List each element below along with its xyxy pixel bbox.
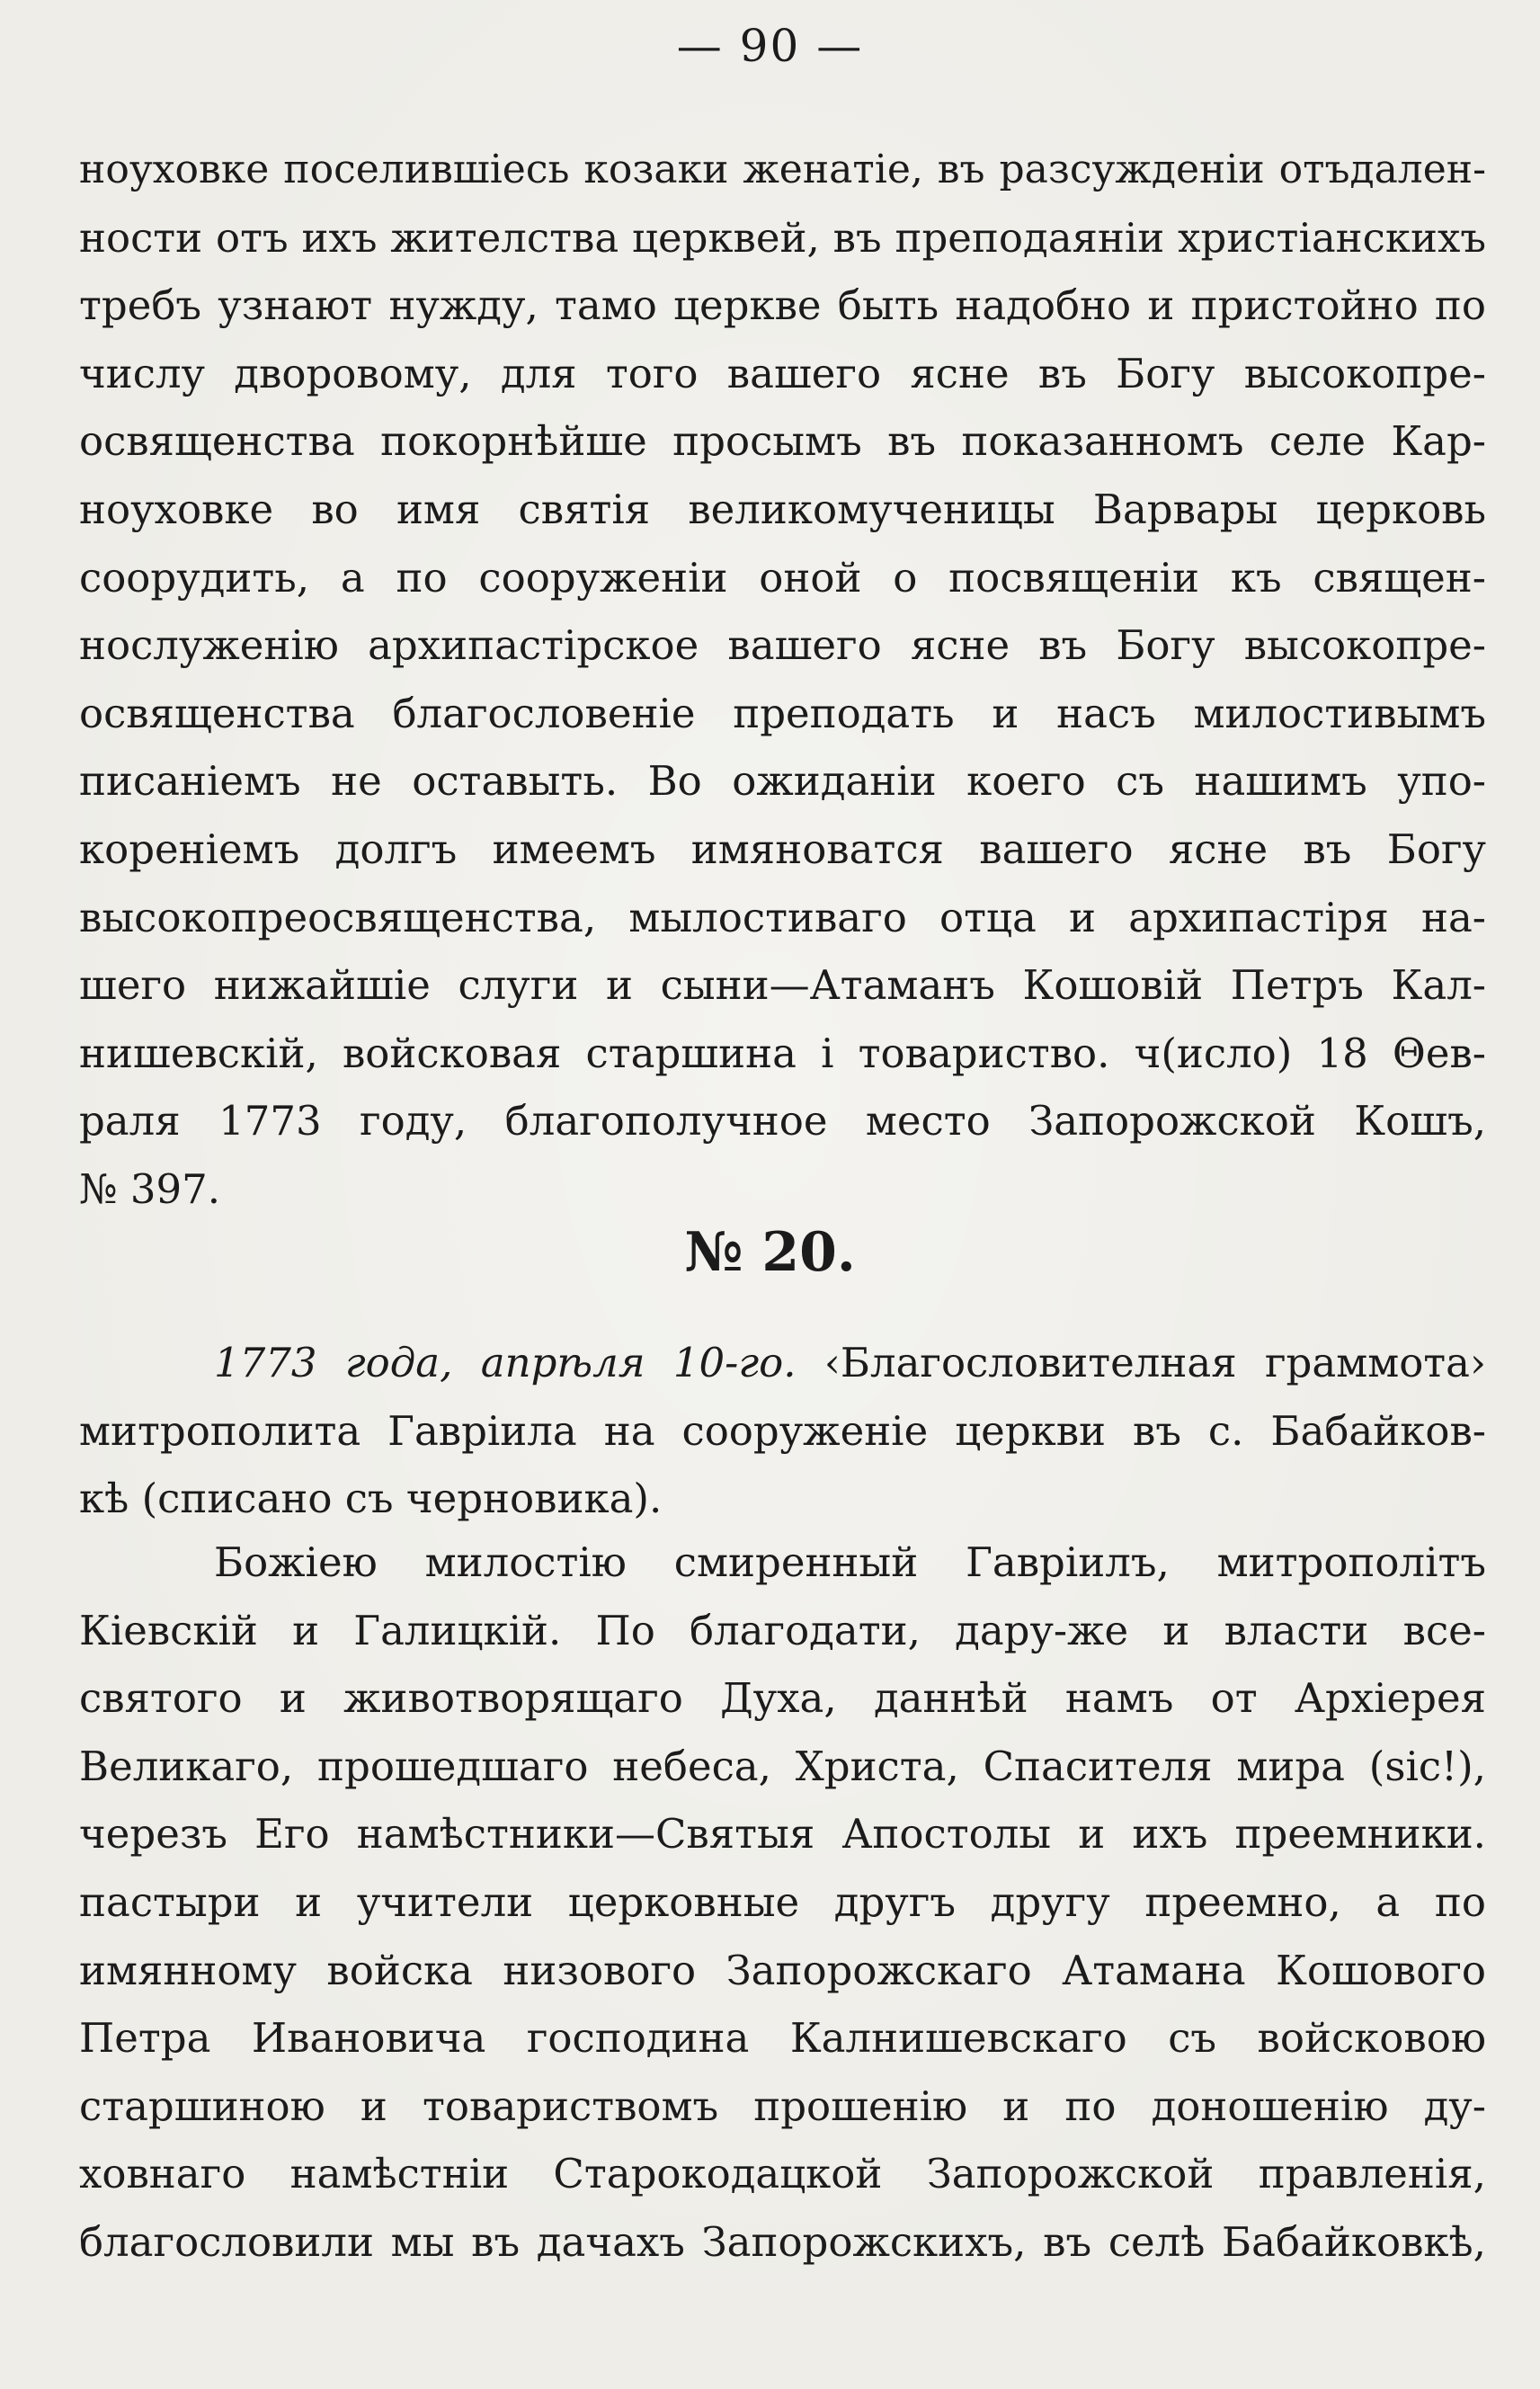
text-line: Кiевскiй и Галицкiй. По благодати, дару-же и власти все- — [79, 1606, 1486, 1654]
heading-line — [79, 1329, 1486, 1397]
text-line: Петра Ивановича господина Калнишевскаго съ войсковою — [79, 2014, 1486, 2063]
text-line: святого и животворящаго Духа, даннѣй намъ от Архiерея — [79, 1674, 1486, 1723]
text-line: раля 1773 году, благополучное место Запорожской Кошъ, — [79, 1097, 1486, 1145]
text-line: освященства благословенiе преподать и насъ милостивымъ — [79, 689, 1486, 737]
heading-date: 1773 года, апрѣля 10-го. — [214, 1339, 797, 1386]
text-line: нослуженiю архипастiрское вашего ясне въ Богу высокопре- — [79, 621, 1486, 670]
text-line: благословили мы въ дачахъ Запорожскихъ, въ селѣ Бабайковкѣ, — [79, 2217, 1486, 2266]
text-line: требъ узнают нужду, тамо церкве быть надобно и пристойно по — [79, 281, 1486, 330]
text-line: имянному войска низового Запорожскаго Атамана Кошового — [79, 1946, 1486, 1994]
petition-text — [79, 136, 1486, 1224]
text-line: ноуховке во имя святiя великомученицы Варвары церковь — [79, 485, 1486, 533]
page-number: — 90 — — [676, 20, 864, 72]
text-line: № 397. — [79, 1164, 221, 1213]
text-line: Божiею милостiю смиренный Гаврiилъ, митрополiтъ — [214, 1538, 1486, 1586]
text-line: шего нижайшiе слуги и сыни—Атаманъ Кошовiй Петръ Кал- — [79, 961, 1486, 1010]
document-heading — [79, 1329, 1486, 1533]
heading-line: кѣ (списано съ черновика). — [79, 1475, 663, 1523]
text-line: черезъ Его намѣстники—Святыя Апостолы и ихъ преемники. — [79, 1810, 1486, 1859]
text-line: писанiемъ не оставыть. Во ожиданiи коего съ нашимъ упо- — [79, 757, 1486, 806]
text-line: освященства покорнѣйше просымъ въ показанномъ селе Кар- — [79, 417, 1486, 466]
text-line: ности отъ ихъ жителства церквей, въ преподаянiи христiанскихъ — [79, 213, 1486, 262]
text-line: коренiемъ долгъ имеемъ имяноватся вашего ясне въ Богу — [79, 825, 1486, 873]
section-number: № 20. — [684, 1221, 856, 1284]
text-line: ховнаго намѣстнiи Старокодацкой Запорожской правленiя, — [79, 2150, 1486, 2198]
text-line: старшиною и товариствомъ прошенiю и по доношенiю ду- — [79, 2081, 1486, 2130]
text-line: пастыри и учители церковные другъ другу преемно, а по — [79, 1877, 1486, 1926]
text-line: высокопреосвященства, мылостиваго отца и архипастiря на- — [79, 893, 1486, 941]
text-line: соорудить, а по сооруженiи оной о посвященiи къ священ- — [79, 553, 1486, 602]
text-line: нишевскiй, войсковая старшина i товариство. ч(исло) 18 Θев- — [79, 1029, 1486, 1077]
text-line: Великаго, прошедшаго небеса, Христа, Спасителя мира (sic!), — [79, 1742, 1486, 1790]
charter-text — [79, 1529, 1486, 2277]
heading-line: митрополита Гаврiила на сооруженiе церкви въ с. Бабайков- — [79, 1406, 1486, 1455]
heading-title: ‹Благословителная граммота› — [823, 1339, 1487, 1386]
text-line: ноуховке поселившiесь козаки женатiе, въ разсужденiи отъдален- — [79, 147, 1486, 192]
text-line: числу дворовому, для того вашего ясне въ Богу высокопре- — [79, 349, 1486, 397]
